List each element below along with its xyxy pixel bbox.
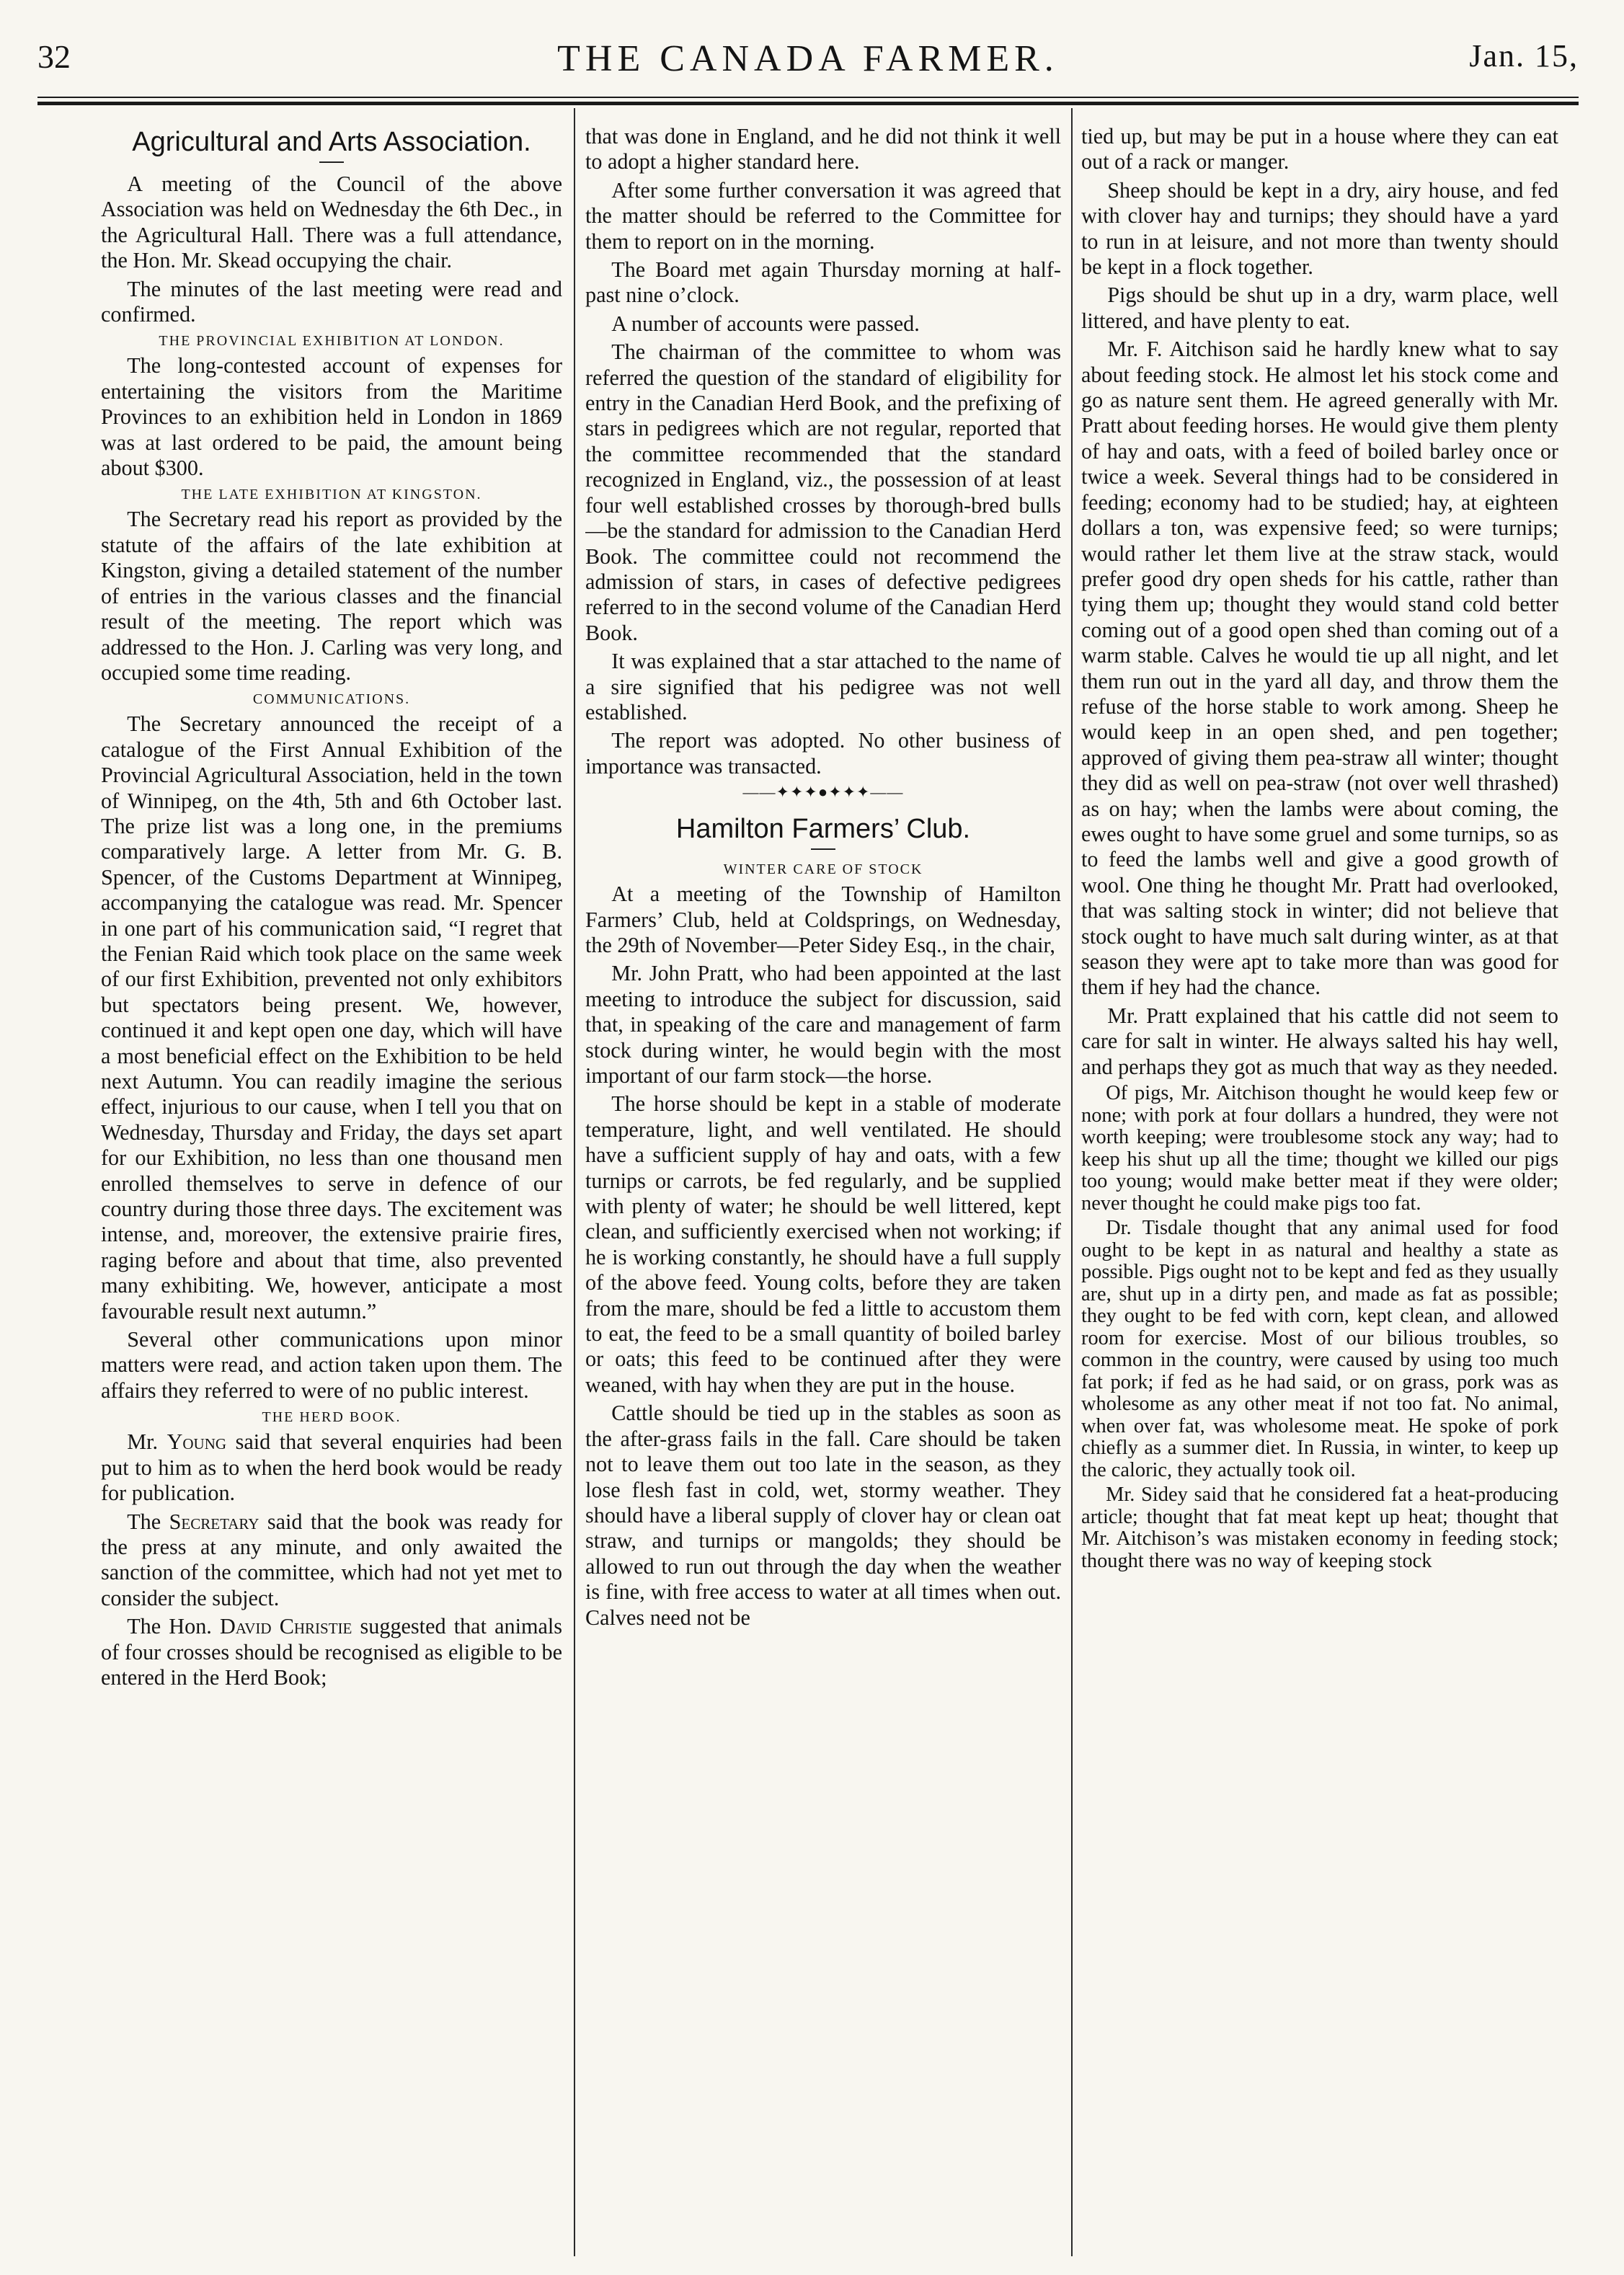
column-divider (1071, 108, 1073, 2256)
paragraph: The Board met again Thursday morning at half-past nine o’clock. (585, 257, 1061, 308)
text-run: The Hon. (127, 1614, 220, 1639)
paragraph (101, 1429, 562, 1506)
paragraph: Mr. Sidey said that he considered fat a heat-producing article; thought that fat meat kept up heat; thought that Mr. Aitchison’s was mistaken economy in feeding stock; thought there was no way of keeping stock (1081, 1484, 1558, 1572)
paragraph: At a meeting of the Township of Hamilton Farmers’ Club, held at Coldsprings, on Wednesday, the 29th of November—Peter Sidey Esq., in the chair, (585, 882, 1061, 957)
subheading: THE HERD BOOK. (262, 1409, 401, 1426)
paragraph: Pigs should be shut up in a dry, warm place, well littered, and have plenty to eat. (1081, 283, 1558, 333)
subheading: WINTER CARE OF STOCK (723, 861, 923, 878)
page-number: 32 (37, 38, 71, 75)
masthead-rule-top (37, 97, 1579, 98)
subheading: THE PROVINCIAL EXHIBITION AT LONDON. (159, 333, 505, 350)
speaker-name: Young (167, 1429, 227, 1455)
subheading: THE LATE EXHIBITION AT KINGSTON. (181, 487, 482, 503)
paragraph: A meeting of the Council of the above Association was held on Wednesday the 6th Dec., in the Agricultural Hall. There was a full attendance, the Hon. Mr. Skead occupying the chair. (101, 172, 562, 273)
paragraph: Dr. Tisdale thought that any animal used for food ought to be kept in as natural and healthy a state as possible. Pigs ought not to be kept and fed as they usually are, shut up in a dirty pen, and made as fat as possible; they ought to be fed with corn, kept clean, and allowed room for exercise. Most of our bilious troubles, so common in the country, were caused by using too much fat pork; if fed as he had said, or on grass, pork was as wholesome as any other meat if not too fat. No animal, when over fat, was wholesome meat. He spoke of pork chiefly as a summer diet. In Russia, in winter, to keep up the caloric, they actually took oil. (1081, 1217, 1558, 1481)
article-heading: Hamilton Farmers’ Club. (675, 814, 971, 845)
paragraph: The minutes of the last meeting were read and confirmed. (101, 276, 562, 327)
masthead (37, 37, 1579, 88)
paragraph: Mr. Pratt explained that his cattle did not seem to care for salt in winter. He always salted his hay well, and perhaps they got as much that way as they needed. (1081, 1003, 1558, 1079)
masthead-rule-bottom (37, 102, 1579, 105)
paragraph: It was explained that a star attached to the name of a sire signified that his pedigree was not well established. (585, 649, 1061, 724)
paragraph: tied up, but may be put in a house where they can eat out of a rack or manger. (1081, 124, 1558, 174)
column-3 (1081, 124, 1558, 2247)
heading-dash (319, 161, 344, 163)
column-1 (101, 124, 562, 2247)
text-run: suggested that animals of four crosses should be recognised as eligible to be entered in the Herd Book; (101, 1614, 562, 1690)
paragraph (101, 1509, 562, 1612)
column-divider (574, 108, 575, 2256)
text-run: said that the book was ready for the press at any minute, and only awaited the sanction of the committee, which had not yet met to consider the subject. (101, 1509, 562, 1610)
paragraph: Several other communications upon minor matters were read, and action taken upon them. The affairs they referred to were of no public interest. (101, 1327, 562, 1403)
paragraph: Of pigs, Mr. Aitchison thought he would keep few or none; with pork at four dollars a hundred, they were not worth keeping; were troublesome stock any way; had to keep his shut up all the time; thought we killed our pigs too young; would make better meat if they were older; never thought he could make pigs too fat. (1081, 1082, 1558, 1215)
paragraph: Sheep should be kept in a dry, airy house, and fed with clover hay and turnips; they should have a yard to run in at leisure, and not more than twenty should be kept in a flock together. (1081, 177, 1558, 280)
paragraph: Cattle should be tied up in the stables as soon as the after-grass fails in the fall. Care should be taken not to leave them out too late in the season, as they lose flesh fast in cold, wet, stormy weather. They should have a liberal supply of clover hay or clean oat straw, and turnips or mangolds; they should be allowed to run out through the day when the weather is fine, with free access to water at all times when out. Calves need not be (585, 1401, 1061, 1630)
issue-date: Jan. 15, (1469, 38, 1579, 74)
paragraph (101, 1614, 562, 1690)
paragraph: After some further conversation it was agreed that the matter should be referred to the Committee for them to report on in the morning. (585, 177, 1061, 254)
speaker-name: David Christie (220, 1614, 352, 1639)
paragraph: The Secretary read his report as provided by the statute of the affairs of the late exhibition at Kingston, giving a detailed statement of the number of entries in the various classes and the financial result of the meeting. The report which was addressed to the Hon. J. Carling was very long, and occupied some time reading. (101, 507, 562, 685)
paragraph: that was done in England, and he did not think it well to adopt a higher standard here. (585, 124, 1061, 174)
text-run: said that several enquiries had been put to him as to when the herd book would be ready for publication. (101, 1429, 562, 1506)
speaker-name: Secretary (169, 1509, 259, 1534)
newspaper-title: THE CANADA FARMER. (557, 38, 1059, 79)
subheading: COMMUNICATIONS. (252, 691, 411, 708)
paragraph: The horse should be kept in a stable of moderate temperature, light, and well ventilated. He should have a sufficient supply of hay and oats, with a few turnips or carrots, be fed regularly, and be supplied with plenty of water; he should be well littered, kept clean, and sufficiently exercised when not working; if he is working constantly, he should have a full supply of the above feed. Young colts, before they are taken from the mare, should be fed a little to accustom them to eat, the feed to be a small quantity of boiled barley or oats; this feed to be continued after they were weaned, with hay when they are put in the house. (585, 1091, 1061, 1397)
heading-dash (811, 848, 835, 850)
paragraph: The Secretary announced the receipt of a catalogue of the First Annual Exhibition of the Provincial Agricultural Association, held in the town of Winnipeg, on the 4th, 5th and 6th October last. The prize list was a long one, in the premiums comparatively large. A letter from Mr. G. B. Spencer, of the Customs Department at Winnipeg, accompanying the catalogue was read. Mr. Spencer in one part of his communication said, “I regret that the Fenian Raid which took place on the same week of our first Exhibition, prevented not only exhibitors but spectators being present. We, however, continued it and kept open one day, which will have a most beneficial effect on the Exhibition to be held next Autumn. You can readily imagine the serious effect, injurious to our cause, when I tell you that on Wednesday, Thursday and Friday, the days set apart for our Exhibition, no less than one thousand men enrolled themselves to serve in defence of our country during those three days. The excitement was intense, and, moreover, the extensive prairie fires, raging before and about that time, also prevented many exhibiting. We, however, anticipate a most favourable result next autumn.” (101, 711, 562, 1323)
paragraph: Mr. F. Aitchison said he hardly knew what to say about feeding stock. He almost let his stock come and go as nature sent them. He agreed generally with Mr. Pratt about feeding horses. He would give them plenty of hay and oats, with a feed of boiled barley once or twice a week. Several things had to be considered in feeding; economy had to be studied; hay, at eighteen dollars a ton, was expensive feed; so were turnips; would rather let them live at the straw stack, would prefer good dry open sheds for his cattle, rather than tying them up; thought they would stand cold better coming out of a good open shed than coming out of a warm stable. Calves he would tie up all night, and let them run out in the yard all day, and throw them the refuse of the horse stable to work among. Sheep he would keep in an open shed, and pen together; approved of giving them pea-straw all winter; thought they did as well on pea-straw (not over well thrashed) as on hay; when the lambs were about coming, the ewes ought to have some gruel and some turnips, so as to feed the lambs well and give a good growth of wool. One thing he thought Mr. Pratt had overlooked, that was salting stock in winter; did not believe that stock ought to have much salt during winter, as at that season they were apt to take more than was good for them if hey had the chance. (1081, 337, 1558, 1000)
text-run: The (127, 1509, 169, 1534)
column-2 (585, 124, 1061, 2247)
paragraph: A number of accounts were passed. (611, 311, 920, 336)
paragraph: Mr. John Pratt, who had been appointed at the last meeting to introduce the subject for discussion, said that, in speaking of the care and management of farm stock during winter, he would begin with the most important of our farm stock—the horse. (585, 961, 1061, 1088)
paragraph: The long-contested account of expenses for entertaining the visitors from the Maritime Provinces to an exhibition held in London in 1869 was at last ordered to be paid, the amount being about $300. (101, 353, 562, 481)
section-ornament: ——✦✦✦●✦✦✦—— (742, 783, 904, 802)
paragraph: The report was adopted. No other business of importance was transacted. (585, 728, 1061, 779)
paragraph: The chairman of the committee to whom was referred the question of the standard of eligibility for entry in the Canadian Herd Book, and the prefixing of stars in pedigrees which are not regular, reported that the committee recommended that the standard recognized in England, viz., the possession of at least four well established crosses by thorough-bred bulls—be the standard for admission to the Canadian Herd Book. The committee could not recommend the admission of stars, in cases of defective pedigrees referred to in the second volume of the Canadian Herd Book. (585, 340, 1061, 645)
article-heading: Agricultural and Arts Association. (132, 127, 531, 157)
text-run: Mr. (127, 1429, 167, 1455)
